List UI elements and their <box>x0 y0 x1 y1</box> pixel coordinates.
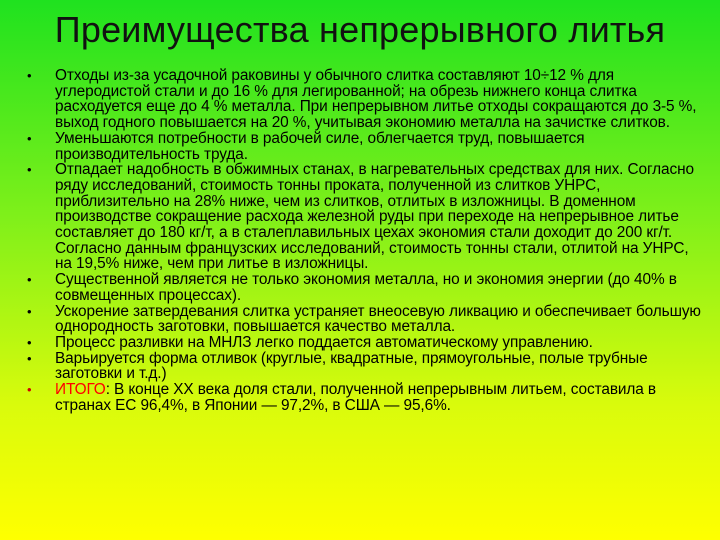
bullet-text: Процесс разливки на МНЛЗ легко поддается автоматическому управлению. <box>55 333 593 351</box>
bullet-dot-icon: • <box>27 130 32 146</box>
bullet-item <box>22 304 706 335</box>
bullet-text: Ускорение затвердевания слитка устраняет внеосевую ликвацию и обеспечивает большую однородность заготовки, повышается качество металла. <box>55 302 701 336</box>
conclusion-text: : В конце XX века доля стали, полученной непрерывным литьем, составила в странах ЕС 96,4%, в Японии — 97,2%, в США — 95,6%. <box>55 381 656 414</box>
bullet-text: Отпадает надобность в обжимных станах, в нагревательных средствах для них. Согласно ряду исследований, стоимость тонны проката, полученной из слитков УНРС, приблизительно на 28% ниже, чем из слитков, отлитых в изложницы. В доменном производстве сокращение расхода железной руды при переходе на непрерывное литье составляет до 180 кг/т, а в сталеплавильных цехах экономия стали доходит до 200 кг/т. Согласно данным французских исследований, стоимость тонны стали, отлитой на УНРС, на 19,5% ниже, чем при литье в изложницы. <box>55 161 694 273</box>
bullet-text: Существенной является не только экономия металла, но и экономия энергии (до 40% в совмещенных процессах). <box>55 271 677 304</box>
bullet-dot-icon: • <box>27 303 32 319</box>
bullet-item <box>22 68 706 131</box>
bullet-dot-icon: • <box>27 162 32 178</box>
bullet-dot-icon: • <box>27 382 32 398</box>
bullet-item <box>22 335 706 351</box>
bullet-text: Уменьшаются потребности в рабочей силе, облегчается труд, повышается производительность труда. <box>55 129 585 163</box>
bullet-item-conclusion <box>22 382 706 413</box>
conclusion-label: ИТОГО <box>55 381 106 399</box>
bullet-dot-icon: • <box>27 68 32 83</box>
bullet-item <box>22 162 706 272</box>
bullet-item <box>22 351 706 382</box>
bullet-list <box>22 68 706 413</box>
bullet-text: Варьируется форма отливок (круглые, квадратные, прямоугольные, полые трубные заготовки и т.д.) <box>55 349 648 383</box>
bullet-dot-icon: • <box>27 334 32 350</box>
slide-title: Преимущества непрерывного литья <box>54 9 666 50</box>
bullet-dot-icon: • <box>27 350 32 366</box>
bullet-item <box>22 131 706 162</box>
bullet-dot-icon: • <box>27 272 32 288</box>
bullet-item <box>22 272 706 303</box>
bullet-text: Отходы из-за усадочной раковины у обычного слитка составляют 10÷12 % для углеродистой стали и до 16 % для легированной; на обрезь нижнего конца слитка расходуется еще до 4 % металла. При непрерывном литье отходы сокращаются до 3-5 %, выход годного повышается на 20 %, учитывая экономию металла на зачистке слитков. <box>55 67 697 132</box>
